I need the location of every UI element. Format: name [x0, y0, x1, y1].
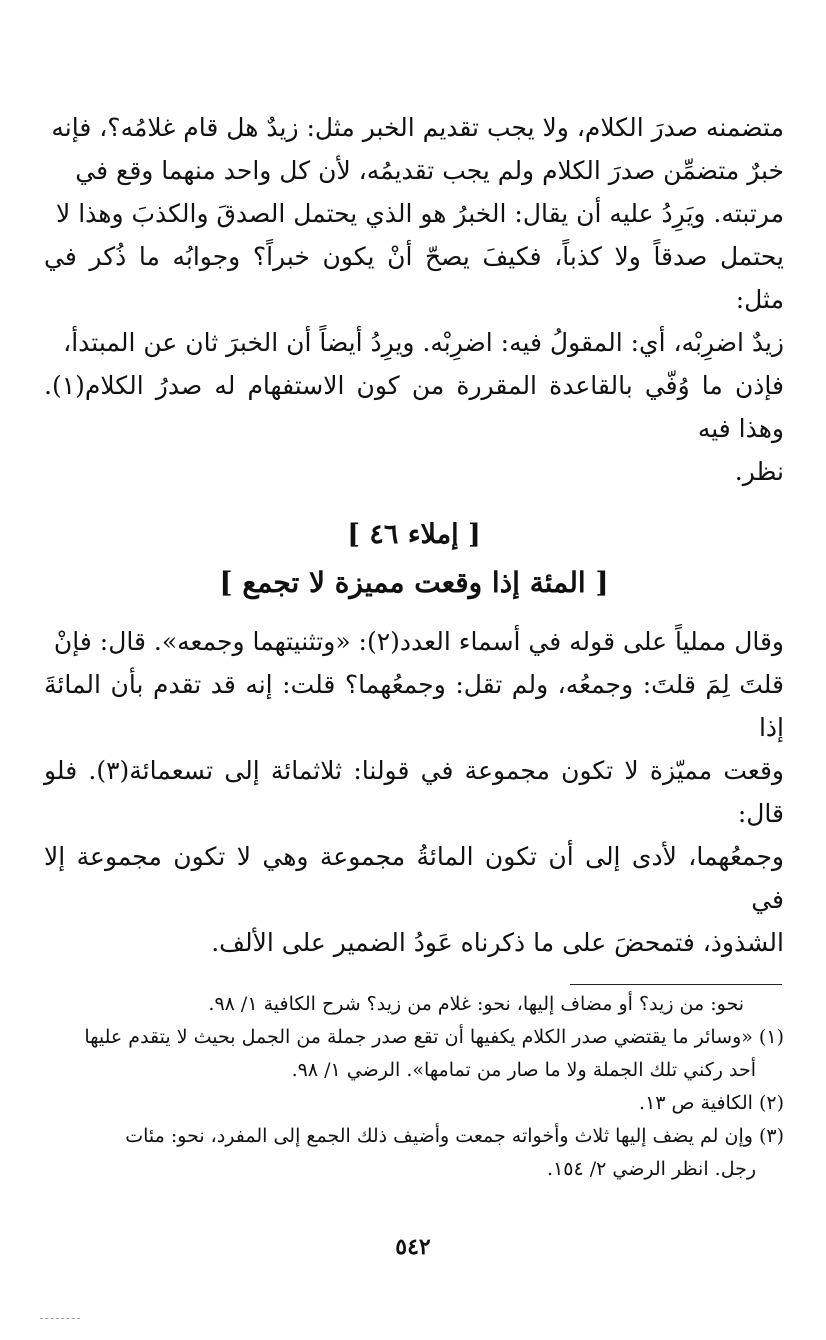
text-line: وجمعُهما، لأدى إلى أن تكون المائةُ مجموعة وهي لا تكون مجموعة إلا في	[44, 842, 784, 914]
footnote-line: أحد ركني تلك الجملة ولا ما صار من تمامها». الرضي ١/ ٩٨.	[291, 1059, 756, 1081]
scan-artifact	[40, 1318, 80, 1319]
footnote-line: (٣) وإن لم يضف إليها ثلاث وأخواته جمعت وأضيف ذلك الجمع إلى المفرد، نحو: مئات	[125, 1125, 784, 1147]
text-line: متضمنه صدرَ الكلام، ولا يجب تقديم الخبر مثل: زيدٌ هل قام غلامُه؟، فإنه	[51, 113, 784, 142]
text-line: يحتمل صدقاً ولا كذباً، فكيفَ يصحّ أنْ يكون خبراً؟ وجوابُه ما ذُكر في مثل:	[44, 242, 784, 314]
text-line: فإذن ما وُفّي بالقاعدة المقررة من كون الاستفهام له صدرُ الكلام(١). وهذا فيه	[44, 371, 784, 443]
text-line: نظر.	[734, 457, 784, 486]
main-paragraph	[44, 106, 784, 493]
footnote-line: نحو: من زيد؟ أو مضاف إليها، نحو: غلام من زيد؟ شرح الكافية ١/ ٩٨.	[208, 993, 744, 1015]
footnote-line: رجل. انظر الرضي ٢/ ١٥٤.	[547, 1158, 756, 1180]
text-line: قلتَ لِمَ قلتَ: وجمعُه، ولم تقل: وجمعُهما؟ قلت: إنه قد تقدم بأن المائةَ إذا	[44, 670, 784, 742]
footnote-divider	[570, 984, 782, 985]
text-line: وقال مملياً على قوله في أسماء العدد(٢): «وتثنيتهما وجمعه». قال: فإنْ	[53, 627, 784, 656]
text-line: زيدٌ اضرِبْه، أي: المقولُ فيه: اضرِبْه. ويرِدُ أيضاً أن الخبرَ ثان عن المبتدأ،	[63, 328, 784, 357]
text-line: مرتبته. ويَرِدُ عليه أن يقال: الخبرُ هو الذي يحتمل الصدقَ والكذبَ وهذا لا	[55, 199, 784, 228]
footnote-line: (٢) الكافية ص ١٣.	[639, 1092, 784, 1114]
text-line: الشذوذ، فتمحضَ على ما ذكرناه عَودُ الضمير على الألف.	[211, 928, 784, 957]
section-title: [ المئة إذا وقعت مميزة لا تجمع ]	[219, 566, 609, 599]
footnote-line: (١) «وسائر ما يقتضي صدر الكلام يكفيها أن تقع صدر جملة من الجمل بحيث لا يتقدم عليها	[84, 1026, 784, 1048]
footnotes	[44, 988, 784, 1186]
text-line: خبرٌ متضمِّن صدرَ الكلام ولم يجب تقديمُه، لأن كل واحد منهما وقع في	[75, 156, 784, 185]
page-number: ٥٤٢	[395, 1234, 431, 1260]
text-line: وقعت مميّزة لا تكون مجموعة في قولنا: ثلاثمائة إلى تسعمائة(٣). فلو قال:	[44, 756, 784, 828]
section-paragraph	[44, 620, 784, 964]
dictation-heading: [ إملاء ٤٦ ]	[347, 519, 481, 550]
